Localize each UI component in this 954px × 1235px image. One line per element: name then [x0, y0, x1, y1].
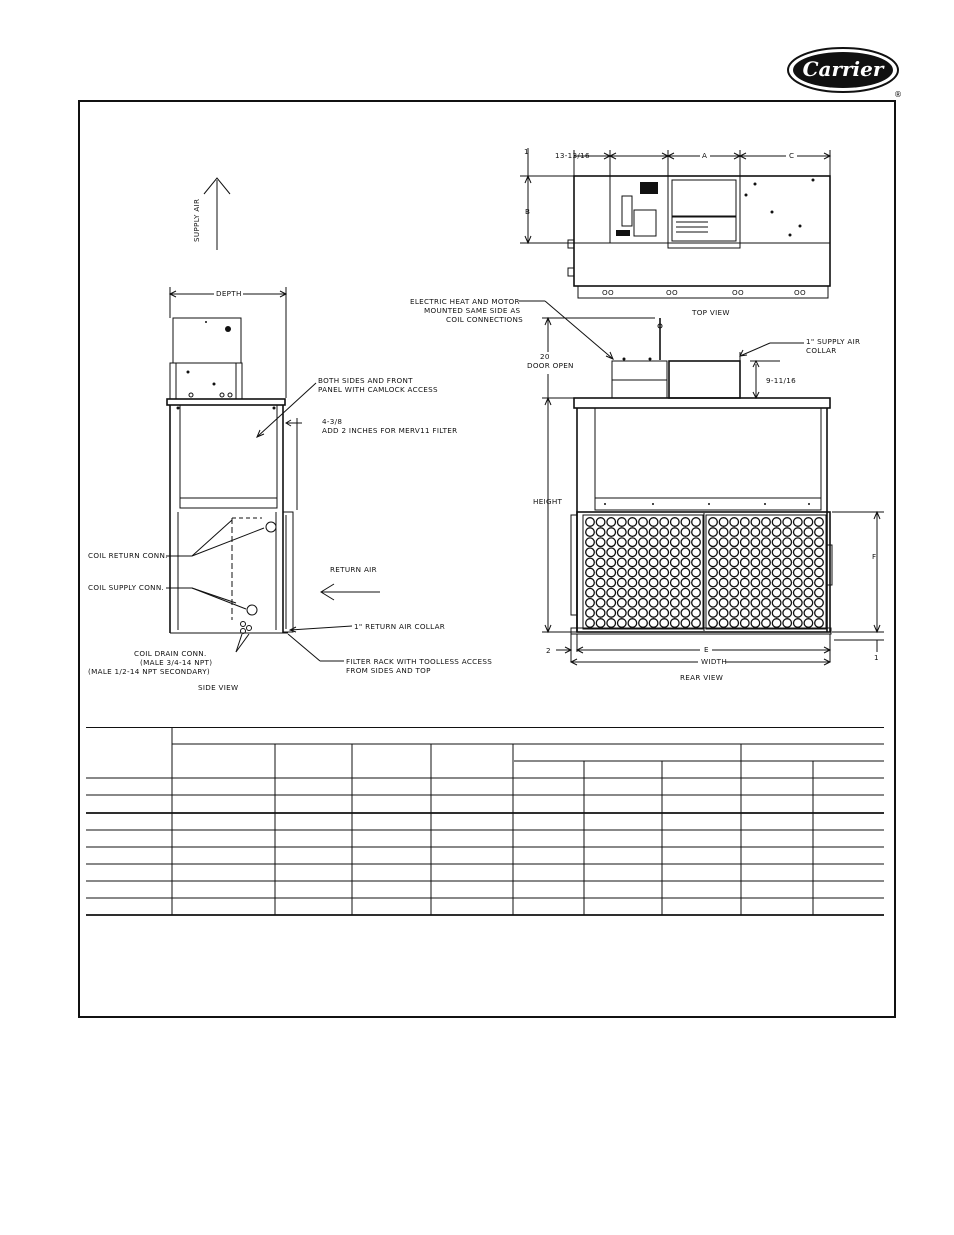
grille-hole: [762, 538, 771, 547]
grille-hole: [681, 619, 690, 628]
filter-dimension: 4-3/8: [322, 417, 343, 426]
grille-hole: [794, 619, 803, 628]
grille-hole: [649, 588, 658, 597]
grille-hole: [586, 619, 595, 628]
grille-hole: [607, 568, 616, 577]
grille-hole: [671, 588, 680, 597]
rear-view: [410, 297, 884, 682]
grille-hole: [618, 518, 627, 527]
grille-hole: [794, 558, 803, 567]
grille-hole: [762, 599, 771, 608]
grille-hole: [730, 568, 739, 577]
grille-hole: [639, 548, 648, 557]
grille-hole: [618, 548, 627, 557]
grille-hole: [681, 538, 690, 547]
grille-hole: [671, 548, 680, 557]
grille-hole: [741, 548, 750, 557]
grille-hole: [794, 588, 803, 597]
grille-hole: [618, 558, 627, 567]
door-open-label: DOOR OPEN: [527, 361, 574, 370]
grille-hole: [607, 609, 616, 618]
grille-hole: [804, 518, 813, 527]
depth-label: DEPTH: [216, 289, 242, 298]
grille-hole: [783, 588, 792, 597]
grille-hole: [772, 609, 781, 618]
coil-return-label: COIL RETURN CONN.: [88, 551, 168, 560]
grille-hole: [709, 548, 718, 557]
grille-hole: [741, 518, 750, 527]
grille-hole: [741, 538, 750, 547]
door-open-dim: 20: [540, 352, 550, 361]
drain-label-2: (MALE 3/4-14 NPT): [140, 658, 213, 667]
grille-hole: [794, 528, 803, 537]
collar-dimension: 9-11/16: [766, 376, 796, 385]
grille-hole: [794, 548, 803, 557]
return-collar-label: 1" RETURN AIR COLLAR: [354, 622, 446, 631]
grille-hole: [783, 518, 792, 527]
grille-hole: [709, 599, 718, 608]
grille-hole: [586, 538, 595, 547]
grille-hole: [649, 578, 658, 587]
grille-hole: [804, 548, 813, 557]
grille-hole: [692, 538, 701, 547]
grille-hole: [639, 609, 648, 618]
grille-hole: [730, 528, 739, 537]
grille-hole: [596, 528, 605, 537]
panel-note-line-1: BOTH SIDES AND FRONT: [318, 376, 413, 385]
grille-hole: [618, 528, 627, 537]
grille-hole: [628, 599, 637, 608]
grille-hole: [628, 609, 637, 618]
grille-hole: [772, 599, 781, 608]
coil-supply-label: COIL SUPPLY CONN.: [88, 583, 165, 592]
grille-hole: [709, 538, 718, 547]
logo-text: Carrier: [802, 57, 884, 81]
grille-hole: [649, 609, 658, 618]
grille-hole: [660, 538, 669, 547]
grille-hole: [719, 578, 728, 587]
grille-hole: [709, 578, 718, 587]
panel-note-line-2: PANEL WITH CAMLOCK ACCESS: [318, 385, 438, 394]
grille-hole: [783, 538, 792, 547]
supply-air-label: SUPPLY AIR: [192, 198, 201, 242]
grille-hole: [741, 599, 750, 608]
grille-hole: [762, 548, 771, 557]
grille-hole: [772, 548, 781, 557]
grille-hole: [709, 518, 718, 527]
grille-hole: [692, 599, 701, 608]
grille-hole: [596, 538, 605, 547]
grille-hole: [719, 518, 728, 527]
grille-hole: [660, 568, 669, 577]
grille-hole: [730, 619, 739, 628]
grille-hole: [660, 558, 669, 567]
grille-hole: [681, 568, 690, 577]
grille-hole: [681, 588, 690, 597]
grille-hole: [772, 568, 781, 577]
grille-hole: [772, 518, 781, 527]
grille-hole: [586, 518, 595, 527]
grille-hole: [639, 518, 648, 527]
grille-hole: [762, 578, 771, 587]
grille-hole: [762, 528, 771, 537]
grille-hole: [660, 548, 669, 557]
grille-hole: [586, 558, 595, 567]
grille-hole: [649, 538, 658, 547]
grille-hole: [639, 599, 648, 608]
grille-hole: [692, 518, 701, 527]
grille-hole: [709, 619, 718, 628]
grille-hole: [783, 558, 792, 567]
grille-hole: [628, 588, 637, 597]
grille-hole: [671, 619, 680, 628]
grille-hole: [709, 588, 718, 597]
grille-hole: [607, 558, 616, 567]
top-dimension-b: B: [525, 207, 531, 216]
grille-hole: [762, 518, 771, 527]
rear-dimension-e: E: [704, 645, 709, 654]
grille-hole: [804, 619, 813, 628]
width-label: WIDTH: [701, 657, 728, 666]
grille-hole: [649, 548, 658, 557]
grille-hole: [815, 578, 824, 587]
grille-hole: [692, 609, 701, 618]
grille-hole: [639, 619, 648, 628]
grille-hole: [586, 609, 595, 618]
grille-hole: [628, 568, 637, 577]
grille-hole: [618, 538, 627, 547]
grille-hole: [671, 578, 680, 587]
filter-grille-left: [586, 518, 701, 628]
grille-hole: [671, 558, 680, 567]
grille-hole: [719, 588, 728, 597]
height-label: HEIGHT: [533, 497, 563, 506]
grille-hole: [681, 609, 690, 618]
grille-hole: [719, 538, 728, 547]
grille-hole: [762, 568, 771, 577]
grille-hole: [607, 518, 616, 527]
filter-rack-label-1: FILTER RACK WITH TOOLLESS ACCESS: [346, 657, 493, 666]
grille-hole: [607, 599, 616, 608]
filter-note: ADD 2 INCHES FOR MERV11 FILTER: [322, 426, 458, 435]
grille-hole: [692, 588, 701, 597]
grille-hole: [804, 558, 813, 567]
grille-hole: [741, 588, 750, 597]
grille-hole: [660, 619, 669, 628]
grille-hole: [639, 588, 648, 597]
svg-text:OO: OO: [666, 288, 678, 297]
grille-hole: [751, 619, 760, 628]
grille-hole: [681, 599, 690, 608]
grille-hole: [596, 609, 605, 618]
grille-hole: [730, 609, 739, 618]
grille-hole: [596, 568, 605, 577]
grille-hole: [596, 558, 605, 567]
grille-hole: [628, 558, 637, 567]
grille-hole: [815, 619, 824, 628]
top-dimension-1: 1: [524, 147, 529, 156]
electric-heat-line-1: ELECTRIC HEAT AND MOTOR: [410, 297, 520, 306]
electric-heat-line-2: MOUNTED SAME SIDE AS: [424, 306, 521, 315]
grille-hole: [671, 609, 680, 618]
grille-hole: [815, 599, 824, 608]
grille-hole: [751, 528, 760, 537]
grille-hole: [671, 518, 680, 527]
grille-hole: [815, 558, 824, 567]
grille-hole: [794, 568, 803, 577]
grille-hole: [709, 568, 718, 577]
grille-hole: [628, 619, 637, 628]
grille-hole: [660, 599, 669, 608]
top-view: [520, 147, 830, 317]
grille-hole: [815, 568, 824, 577]
side-view-title: SIDE VIEW: [198, 683, 239, 692]
grille-hole: [596, 599, 605, 608]
grille-hole: [794, 578, 803, 587]
grille-hole: [815, 528, 824, 537]
grille-hole: [741, 619, 750, 628]
grille-hole: [709, 609, 718, 618]
grille-hole: [762, 588, 771, 597]
grille-hole: [794, 518, 803, 527]
grille-hole: [660, 609, 669, 618]
grille-hole: [649, 619, 658, 628]
grille-hole: [783, 528, 792, 537]
grille-hole: [618, 619, 627, 628]
grille-hole: [596, 578, 605, 587]
grille-hole: [719, 619, 728, 628]
grille-hole: [681, 548, 690, 557]
grille-hole: [596, 588, 605, 597]
grille-hole: [649, 568, 658, 577]
top-dimension-a: A: [702, 151, 708, 160]
grille-hole: [815, 518, 824, 527]
grille-hole: [741, 578, 750, 587]
grille-hole: [649, 558, 658, 567]
grille-hole: [660, 528, 669, 537]
filter-grille-right: [709, 518, 824, 628]
grille-hole: [730, 599, 739, 608]
grille-hole: [772, 619, 781, 628]
grille-hole: [709, 558, 718, 567]
grille-hole: [804, 568, 813, 577]
svg-text:OO: OO: [602, 288, 614, 297]
grille-hole: [596, 548, 605, 557]
grille-hole: [607, 588, 616, 597]
grille-hole: [639, 578, 648, 587]
grille-hole: [772, 578, 781, 587]
grille-hole: [804, 578, 813, 587]
grille-hole: [815, 548, 824, 557]
grille-hole: [639, 528, 648, 537]
grille-hole: [730, 558, 739, 567]
grille-hole: [660, 518, 669, 527]
grille-hole: [772, 558, 781, 567]
grille-hole: [804, 528, 813, 537]
grille-hole: [730, 588, 739, 597]
grille-hole: [671, 568, 680, 577]
grille-hole: [719, 568, 728, 577]
grille-hole: [751, 578, 760, 587]
grille-hole: [681, 578, 690, 587]
grille-hole: [618, 578, 627, 587]
grille-hole: [596, 619, 605, 628]
grille-hole: [618, 609, 627, 618]
grille-hole: [649, 518, 658, 527]
grille-hole: [596, 518, 605, 527]
grille-hole: [628, 548, 637, 557]
grille-hole: [639, 568, 648, 577]
grille-hole: [804, 599, 813, 608]
rear-dimension-1: 1: [874, 653, 879, 662]
grille-hole: [607, 528, 616, 537]
grille-hole: [618, 568, 627, 577]
table-grid: [86, 727, 884, 915]
svg-text:OO: OO: [794, 288, 806, 297]
grille-hole: [751, 548, 760, 557]
grille-hole: [741, 558, 750, 567]
grille-hole: [804, 609, 813, 618]
grille-hole: [586, 568, 595, 577]
grille-hole: [751, 538, 760, 547]
grille-hole: [772, 538, 781, 547]
return-air-label: RETURN AIR: [330, 565, 377, 574]
grille-hole: [794, 599, 803, 608]
supply-collar-line-2: COLLAR: [806, 346, 837, 355]
rear-dimension-2: 2: [546, 646, 551, 655]
drain-label-1: COIL DRAIN CONN.: [134, 649, 207, 658]
grille-hole: [692, 528, 701, 537]
grille-hole: [586, 528, 595, 537]
grille-hole: [730, 548, 739, 557]
grille-hole: [692, 578, 701, 587]
grille-hole: [730, 518, 739, 527]
grille-hole: [783, 609, 792, 618]
grille-hole: [719, 548, 728, 557]
grille-hole: [751, 609, 760, 618]
grille-hole: [692, 558, 701, 567]
grille-hole: [649, 528, 658, 537]
grille-hole: [772, 528, 781, 537]
electric-heat-line-3: COIL CONNECTIONS: [446, 315, 523, 324]
grille-hole: [741, 609, 750, 618]
grille-hole: [719, 528, 728, 537]
grille-hole: [730, 578, 739, 587]
grille-hole: [692, 548, 701, 557]
grille-hole: [649, 599, 658, 608]
grille-hole: [783, 619, 792, 628]
grille-hole: [628, 578, 637, 587]
svg-text:OO: OO: [732, 288, 744, 297]
grille-hole: [671, 538, 680, 547]
grille-hole: [586, 578, 595, 587]
grille-hole: [671, 528, 680, 537]
grille-hole: [751, 599, 760, 608]
grille-hole: [628, 538, 637, 547]
grille-hole: [815, 588, 824, 597]
grille-hole: [660, 578, 669, 587]
grille-hole: [741, 528, 750, 537]
grille-hole: [762, 609, 771, 618]
side-view: [88, 178, 492, 692]
grille-hole: [681, 518, 690, 527]
grille-hole: [639, 538, 648, 547]
grille-hole: [783, 548, 792, 557]
grille-hole: [751, 518, 760, 527]
supply-collar-line-1: 1" SUPPLY AIR: [806, 337, 861, 346]
grille-hole: [628, 528, 637, 537]
grille-hole: [804, 588, 813, 597]
rear-dimension-f: F: [872, 552, 877, 561]
grille-hole: [681, 558, 690, 567]
grille-hole: [618, 588, 627, 597]
grille-hole: [607, 578, 616, 587]
grille-hole: [772, 588, 781, 597]
grille-hole: [804, 538, 813, 547]
grille-hole: [692, 619, 701, 628]
grille-hole: [671, 599, 680, 608]
grille-hole: [783, 568, 792, 577]
grille-hole: [741, 568, 750, 577]
grille-hole: [719, 609, 728, 618]
grille-hole: [692, 568, 701, 577]
grille-hole: [783, 578, 792, 587]
grille-hole: [628, 518, 637, 527]
grille-hole: [607, 619, 616, 628]
grille-hole: [719, 558, 728, 567]
grille-hole: [586, 588, 595, 597]
grille-hole: [709, 528, 718, 537]
top-offset-dimension: 13-13/16: [555, 151, 590, 160]
registered-mark: ®: [894, 90, 902, 99]
grille-hole: [794, 538, 803, 547]
drain-label-3: (MALE 1/2-14 NPT SECONDARY): [88, 667, 211, 676]
top-dimension-c: C: [789, 151, 795, 160]
grille-hole: [783, 599, 792, 608]
grille-hole: [660, 588, 669, 597]
grille-hole: [762, 558, 771, 567]
grille-hole: [681, 528, 690, 537]
grille-hole: [730, 538, 739, 547]
dimension-table: [86, 727, 884, 917]
filter-rack-label-2: FROM SIDES AND TOP: [346, 666, 431, 675]
grille-hole: [815, 609, 824, 618]
grille-hole: [794, 609, 803, 618]
rear-view-title: REAR VIEW: [680, 673, 724, 682]
grille-hole: [586, 599, 595, 608]
grille-hole: [607, 548, 616, 557]
grille-hole: [751, 588, 760, 597]
grille-hole: [762, 619, 771, 628]
grille-hole: [815, 538, 824, 547]
grille-hole: [618, 599, 627, 608]
top-view-title: TOP VIEW: [692, 308, 730, 317]
grille-hole: [751, 558, 760, 567]
grille-hole: [719, 599, 728, 608]
grille-hole: [751, 568, 760, 577]
grille-hole: [586, 548, 595, 557]
grille-hole: [639, 558, 648, 567]
grille-hole: [607, 538, 616, 547]
